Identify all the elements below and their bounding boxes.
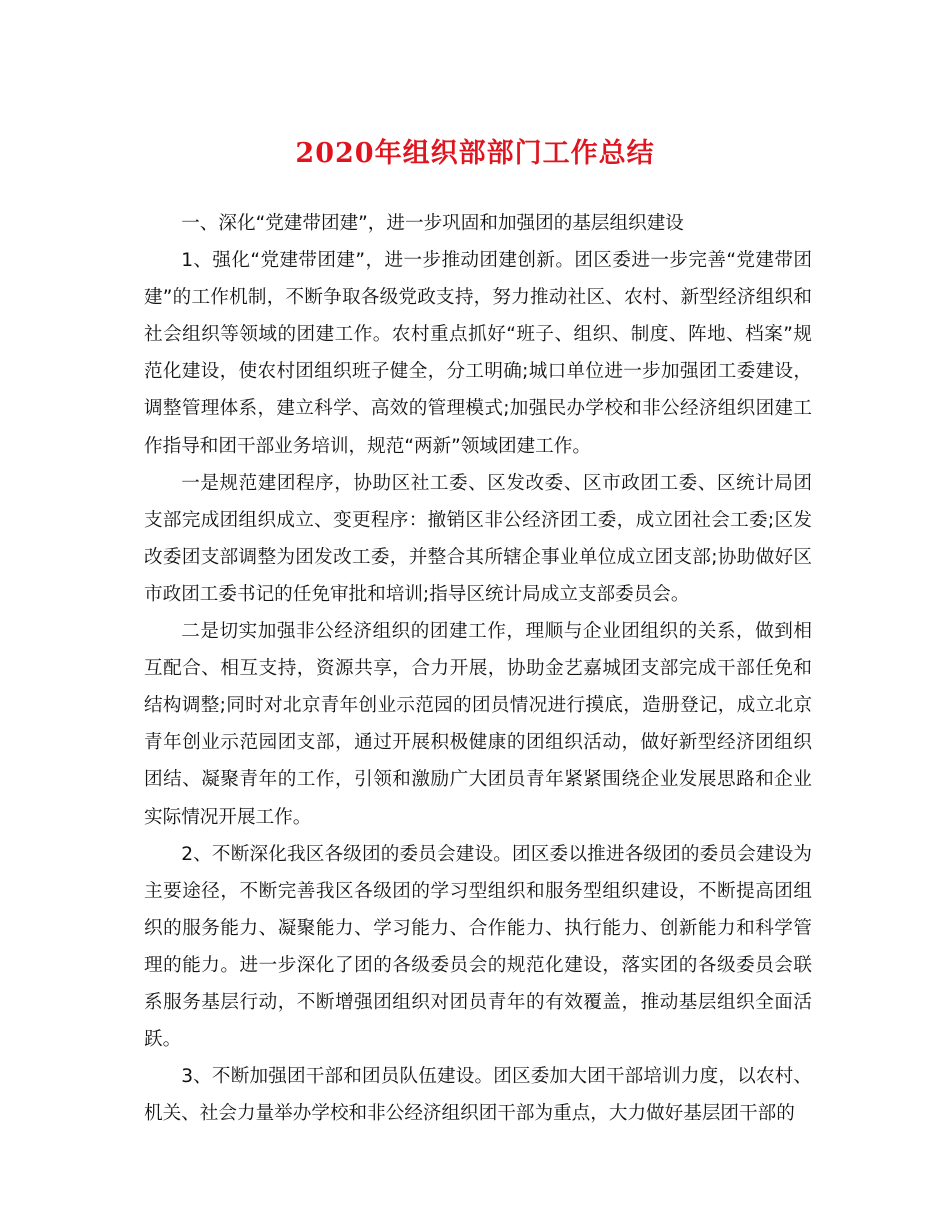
section-heading: 一、深化“党建带团建”，进一步巩固和加强团的基层组织建设	[181, 213, 684, 234]
paragraph: 一是规范建团程序，协助区社工委、区发改委、区市政团工委、区统计局团支部完成团组织成立、变更程序：撤销区非公经济团工委，成立团社会工委;区发改委团支部调整为团发改工委，并整合其所辖企事业单位成立团支部;协助做好区市政团工委书记的任免审批和培训;指导区统计局成立支部委员会。	[144, 472, 812, 605]
paragraph: 1、强化“党建带团建”，进一步推动团建创新。团区委进一步完善“党建带团建”的工作机制，不断争取各级党政支持，努力推动社区、农村、新型经济组织和社会组织等领域的团建工作。农村重点抓好“班子、组织、制度、阵地、档案”规范化建设，使农村团组织班子健全，分工明确;城口单位进一步加强团工委建设，调整管理体系，建立科学、高效的管理模式;加强民办学校和非公经济组织团建工作指导和团干部业务培训，规范“两新”领域团建工作。	[144, 250, 812, 457]
paragraph: 二是切实加强非公经济组织的团建工作，理顺与企业团组织的关系，做到相互配合、相互支持，资源共享，合力开展，协助金艺嘉城团支部完成干部任免和结构调整;同时对北京青年创业示范园的团员情况进行摸底，造册登记，成立北京青年创业示范园团支部，通过开展积极健康的团组织活动，做好新型经济团组织团结、凝聚青年的工作，引领和激励广大团员青年紧紧围绕企业发展思路和企业实际情况开展工作。	[144, 621, 812, 828]
document-title: 2020年组织部部门工作总结	[295, 138, 655, 169]
paragraph: 3、不断加强团干部和团员队伍建设。团区委加大团干部培训力度，以农村、机关、社会力量举办学校和非公经济组织团干部为重点，大力做好基层团干部的	[144, 1066, 812, 1125]
paragraph: 2、不断深化我区各级团的委员会建设。团区委以推进各级团的委员会建设为主要途径，不断完善我区各级团的学习型组织和服务型组织建设，不断提高团组织的服务能力、凝聚能力、学习能力、合作能力、执行能力、创新能力和科学管理的能力。进一步深化了团的各级委员会的规范化建设，落实团的各级委员会联系服务基层行动，不断增强团组织对团员青年的有效覆盖，推动基层组织全面活跃。	[144, 843, 812, 1051]
document-body	[144, 205, 812, 1132]
